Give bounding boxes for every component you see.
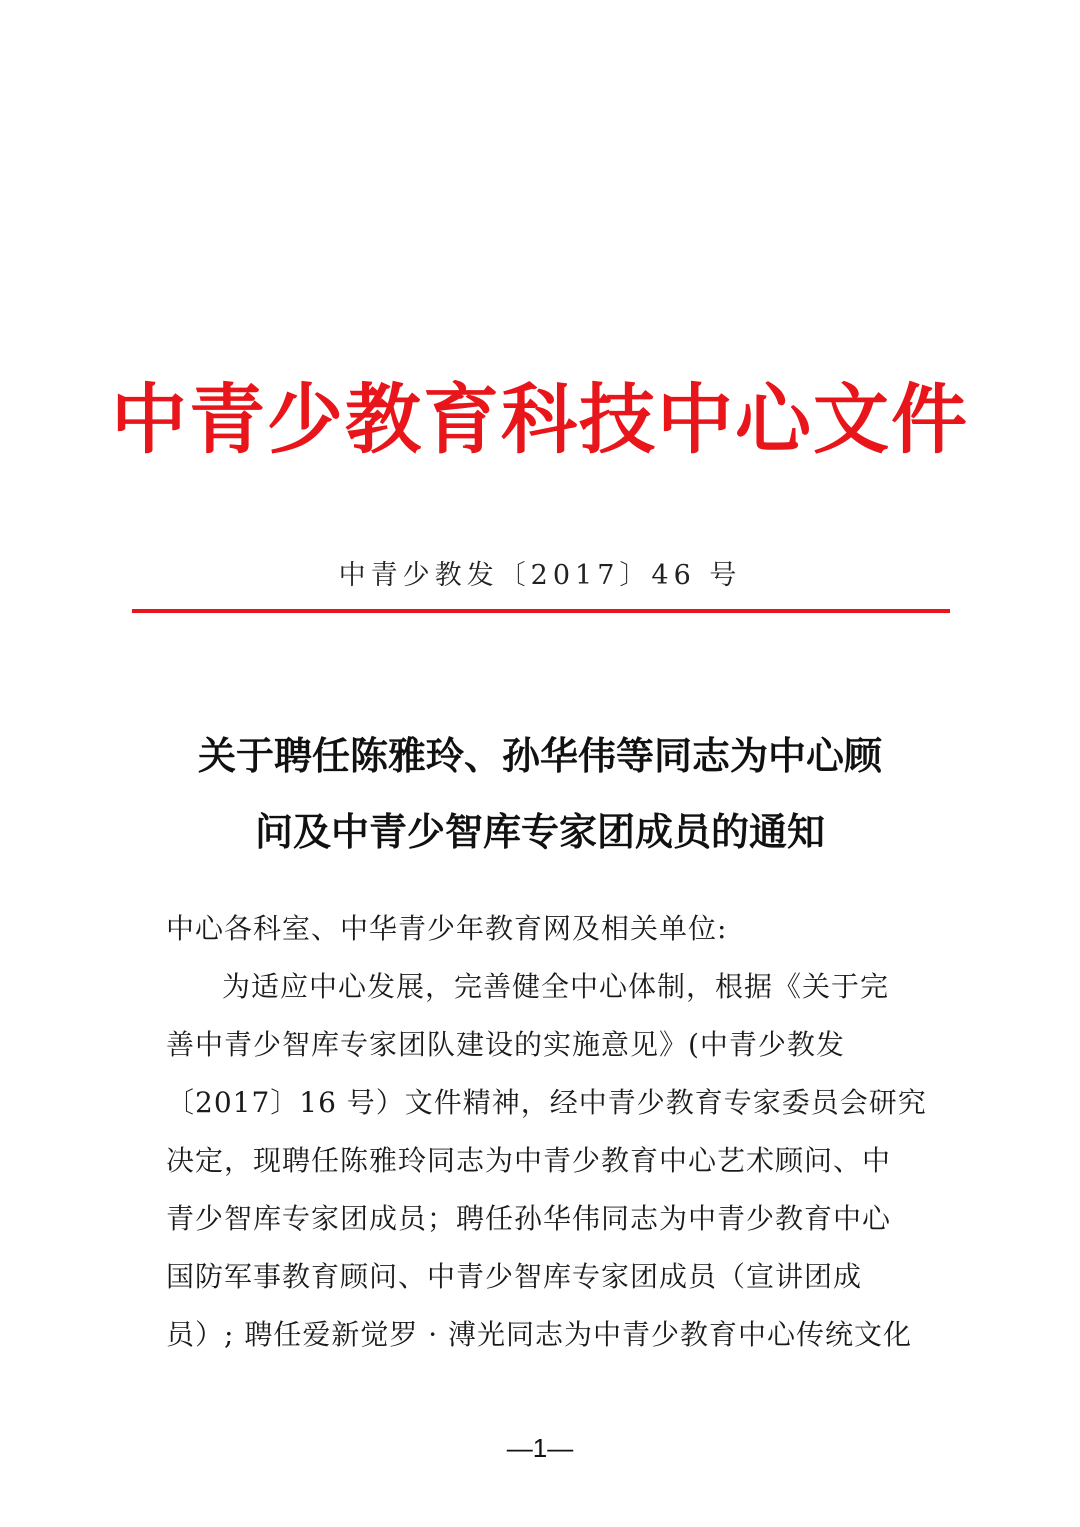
body-line-4: 决定，现聘任陈雅玲同志为中青少教育中心艺术顾问、中 xyxy=(166,1144,892,1177)
page-number: —1— xyxy=(506,1433,574,1463)
title-line-1: 关于聘任陈雅玲、孙华伟等同志为中心顾 xyxy=(197,733,882,778)
salutation: 中心各科室、中华青少年教育网及相关单位: xyxy=(166,912,728,945)
title-line-2: 问及中青少智库专家团成员的通知 xyxy=(254,809,825,854)
document-number: 中青少教发〔2017〕46 号 xyxy=(338,560,742,591)
body-line-5: 青少智库专家团成员；聘任孙华伟同志为中青少教育中心 xyxy=(166,1202,892,1235)
body-line-6: 国防军事教育顾问、中青少智库专家团成员（宣讲团成 xyxy=(166,1260,863,1293)
body-line-7: 员）; 聘任爱新觉罗 · 溥光同志为中青少教育中心传统文化 xyxy=(166,1318,913,1351)
org-header-title: 中青少教育科技中心文件 xyxy=(111,375,969,464)
red-divider-line xyxy=(132,609,950,613)
body-line-2: 善中青少智库专家团队建设的实施意见》(中青少教发 xyxy=(166,1028,845,1061)
document-body xyxy=(166,904,927,1368)
document-title xyxy=(150,718,930,870)
body-line-3: 〔2017〕16 号）文件精神，经中青少教育专家委员会研究 xyxy=(166,1086,927,1119)
body-line-1: 为适应中心发展，完善健全中心体制，根据《关于完 xyxy=(222,970,890,1003)
